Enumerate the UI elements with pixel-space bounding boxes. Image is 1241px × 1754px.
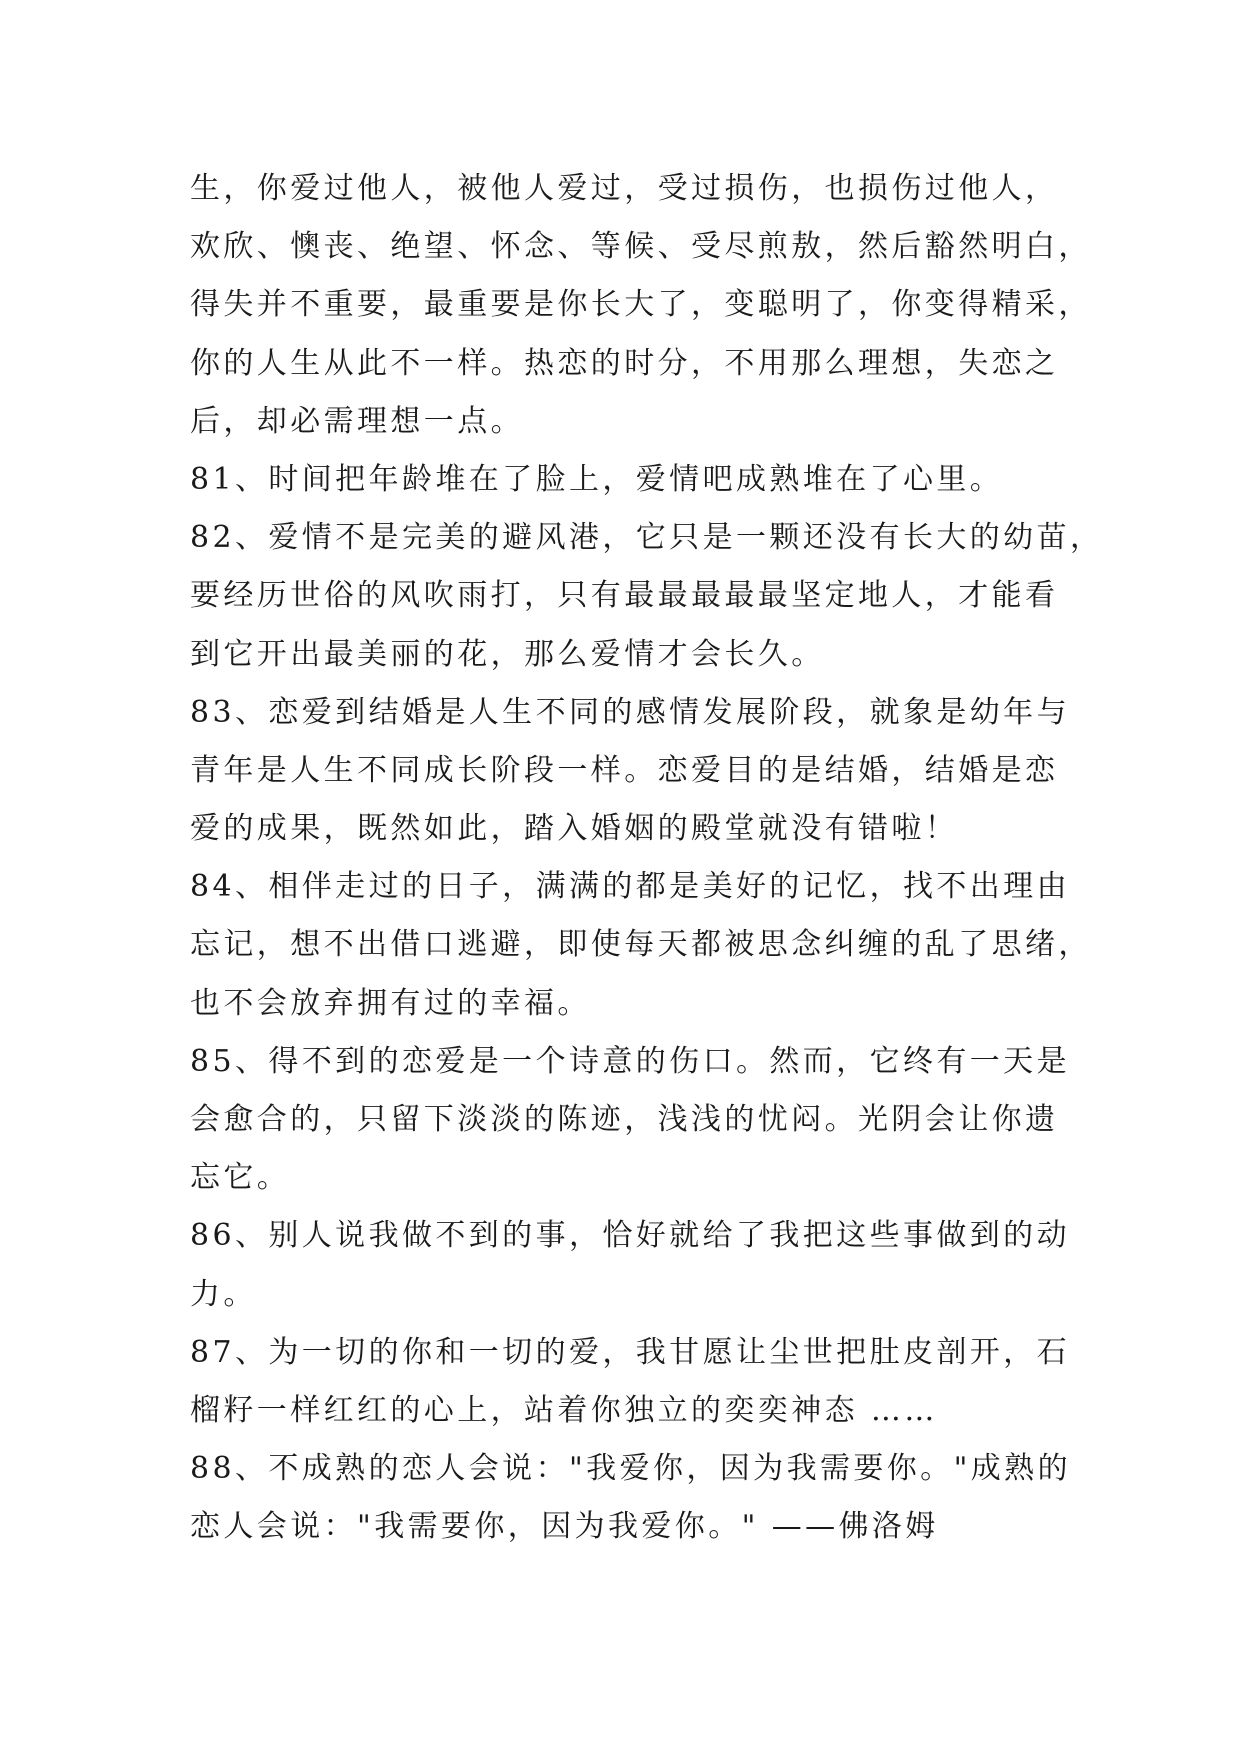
text-line: 恋人会说："我需要你，因为我爱你。" ——佛洛姆 [190, 1509, 939, 1545]
text-line: 88、不成熟的恋人会说："我爱你，因为我需要你。"成熟的 [190, 1451, 1071, 1487]
text-line: 后，却必需理想一点。 [190, 403, 524, 439]
text-line: 力。 [190, 1276, 257, 1312]
text-line: 欢欣、懊丧、绝望、怀念、等候、受尽煎敖，然后豁然明白， [190, 229, 1092, 265]
text-line: 榴籽一样红红的心上，站着你独立的奕奕神态 …… [190, 1392, 938, 1428]
text-line: 也不会放弃拥有过的幸福。 [190, 985, 591, 1021]
text-line: 81、时间把年龄堆在了脸上，爱情吧成熟堆在了心里。 [190, 461, 1004, 497]
text-line: 85、得不到的恋爱是一个诗意的伤口。然而，它终有一天是 [190, 1043, 1070, 1079]
text-line: 忘它。 [190, 1160, 291, 1196]
text-line: 青年是人生不同成长阶段一样。恋爱目的是结婚，结婚是恋 [190, 752, 1059, 788]
text-line: 82、爱情不是完美的避风港，它只是一颗还没有长大的幼苗， [190, 520, 1104, 556]
text-line: 会愈合的，只留下淡淡的陈迹，浅浅的忧闷。光阴会让你遗 [190, 1102, 1059, 1137]
text-line: 你的人生从此不一样。热恋的时分，不用那么理想，失恋之 [190, 345, 1059, 381]
text-line: 忘记，想不出借口逃避，即使每天都被思念纠缠的乱了思绪， [190, 927, 1092, 963]
text-line: 86、别人说我做不到的事，恰好就给了我把这些事做到的动 [190, 1218, 1070, 1254]
text-line: 爱的成果，既然如此，踏入婚姻的殿堂就没有错啦！ [190, 811, 959, 847]
text-line: 87、为一切的你和一切的爱，我甘愿让尘世把肚皮剖开，石 [190, 1334, 1070, 1370]
text-line: 得失并不重要，最重要是你长大了，变聪明了，你变得精采， [190, 287, 1092, 323]
document-body [190, 160, 1104, 1557]
text-line: 84、相伴走过的日子，满满的都是美好的记忆，找不出理由 [190, 869, 1070, 905]
text-line: 要经历世俗的风吹雨打，只有最最最最最坚定地人，才能看 [190, 578, 1059, 614]
text-line: 到它开出最美丽的花，那么爱情才会长久。 [190, 636, 825, 672]
text-line: 生，你爱过他人，被他人爱过，受过损伤，也损伤过他人， [190, 171, 1059, 206]
text-line: 83、恋爱到结婚是人生不同的感情发展阶段，就象是幼年与 [190, 694, 1070, 730]
